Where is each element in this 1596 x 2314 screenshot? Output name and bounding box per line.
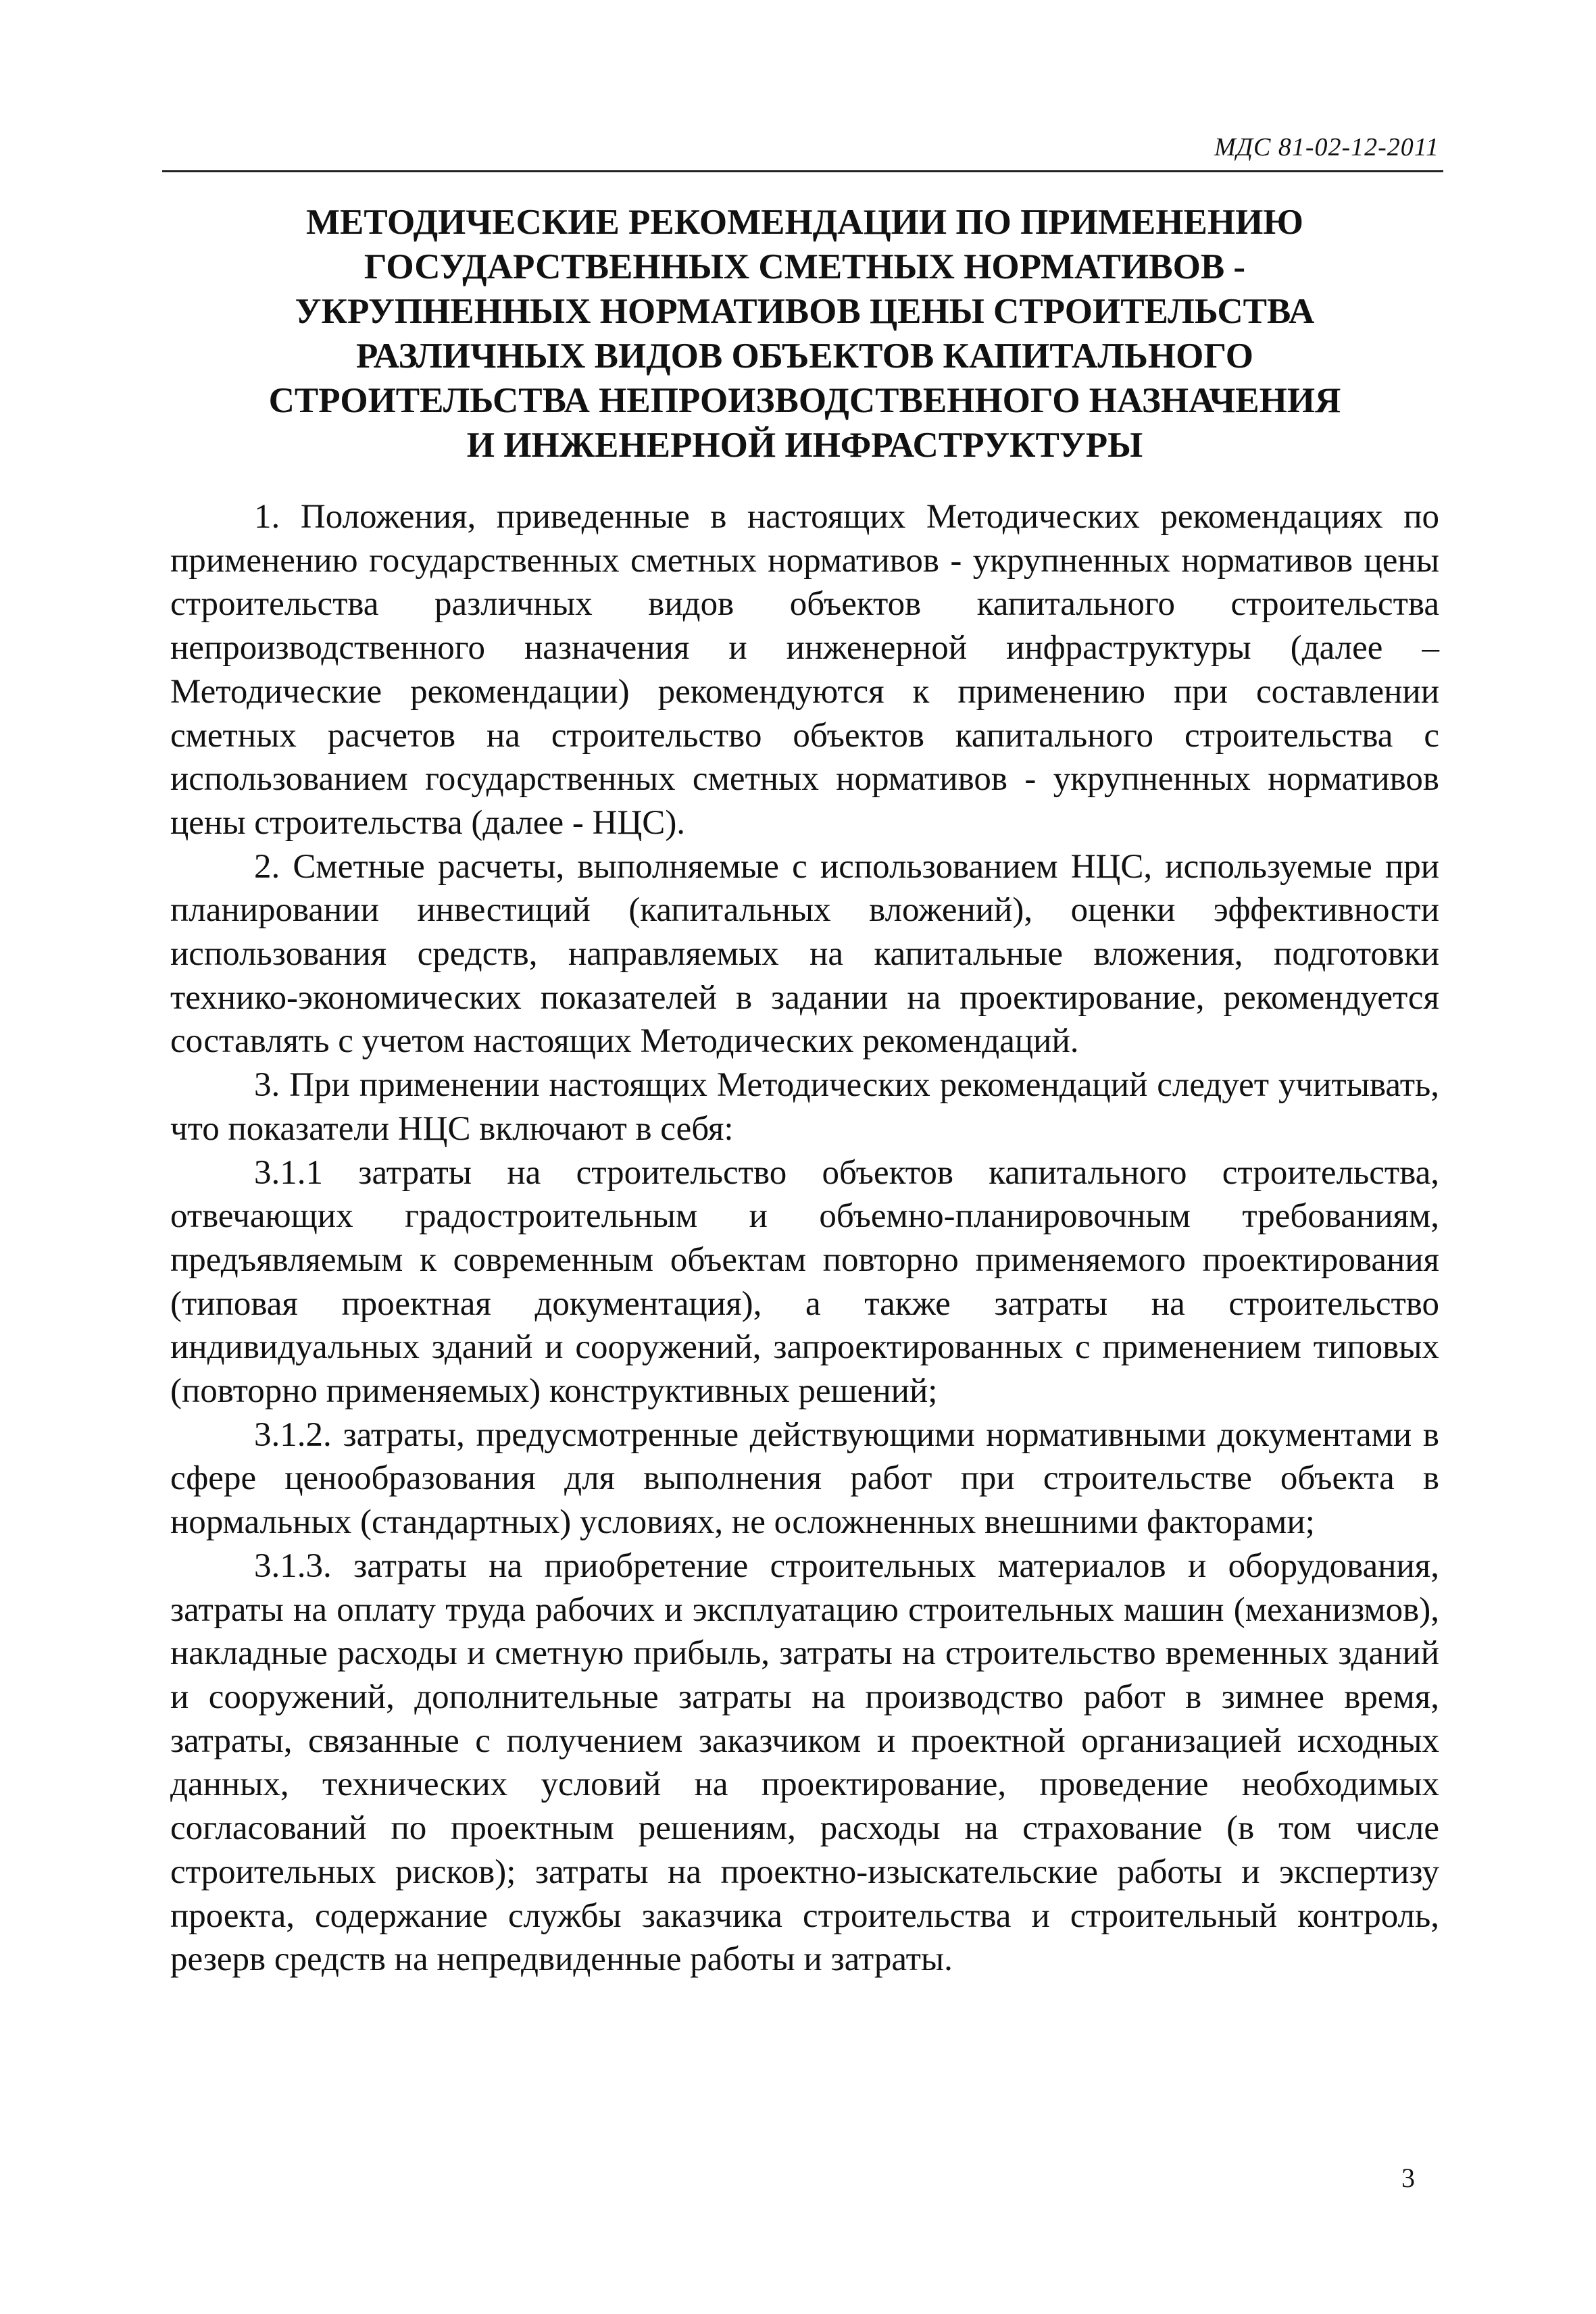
- page-number: 3: [1401, 2163, 1415, 2193]
- paragraph-3-1-2: 3.1.2. затраты, предусмотренные действующими нормативными документами в сфере ценообразования для выполнения работ при строительстве объекта в нормальных (стандартных) условиях, не осложненных внешними факторами;: [170, 1415, 1439, 1542]
- header-rule: [162, 170, 1443, 172]
- document-code: МДС 81-02-12-2011: [1214, 133, 1439, 161]
- title-line: СТРОИТЕЛЬСТВА НЕПРОИЗВОДСТВЕННОГО НАЗНАЧЕНИЯ: [268, 381, 1341, 420]
- title-line: МЕТОДИЧЕСКИЕ РЕКОМЕНДАЦИИ ПО ПРИМЕНЕНИЮ: [305, 203, 1303, 242]
- title-line: РАЗЛИЧНЫХ ВИДОВ ОБЪЕКТОВ КАПИТАЛЬНОГО: [356, 336, 1253, 376]
- document-body: [170, 495, 1439, 1982]
- paragraph-3-1-3: 3.1.3. затраты на приобретение строительных материалов и оборудования, затраты на оплату труда рабочих и эксплуатацию строительных машин (механизмов), накладные расходы и сметную прибыль, затраты на строительство временных зданий и сооружений, дополнительные затраты на производство работ в зимнее время, затраты, связанные с получением заказчиком и проектной организацией исходных данных, технических условий на проектирование, проведение необходимых согласований по проектным решениям, расходы на страхование (в том числе строительных рисков); затраты на проектно-изыскательские работы и экспертизу проекта, содержание службы заказчика строительства и строительный контроль, резерв средств на непредвиденные работы и затраты.: [170, 1546, 1439, 1979]
- paragraph-3-1-1: 3.1.1 затраты на строительство объектов капитального строительства, отвечающих градостроительным и объемно-планировочным требованиям, предъявляемым к современным объектам повторно применяемого проектирования (типовая проектная документация), а также затраты на строительство индивидуальных зданий и сооружений, запроектированных с применением типовых (повторно применяемых) конструктивных решений;: [170, 1153, 1439, 1411]
- title-line: И ИНЖЕНЕРНОЙ ИНФРАСТРУКТУРЫ: [466, 426, 1143, 465]
- title-line: УКРУПНЕННЫХ НОРМАТИВОВ ЦЕНЫ СТРОИТЕЛЬСТВА: [295, 292, 1315, 331]
- document-title: [169, 200, 1441, 468]
- paragraph-3: 3. При применении настоящих Методических рекомендаций следует учитывать, что показатели НЦС включают в себя:: [170, 1066, 1439, 1148]
- paragraph-2: 2. Сметные расчеты, выполняемые с использованием НЦС, используемые при планировании инвестиций (капитальных вложений), оценки эффективности использования средств, направляемых на капитальные вложения, подготовки технико-экономических показателей в задании на проектирование, рекомендуется составлять с учетом настоящих Методических рекомендаций.: [170, 847, 1439, 1061]
- paragraph-1: 1. Положения, приведенные в настоящих Методических рекомендациях по применению государственных сметных нормативов - укрупненных нормативов цены строительства различных видов объектов капитального строительства непроизводственного назначения и инженерной инфраструктуры (далее – Методические рекомендации) рекомендуются к применению при составлении сметных расчетов на строительство объектов капитального строительства с использованием государственных сметных нормативов - укрупненных нормативов цены строительства (далее - НЦС).: [170, 498, 1439, 842]
- title-line: ГОСУДАРСТВЕННЫХ СМЕТНЫХ НОРМАТИВОВ -: [364, 247, 1246, 286]
